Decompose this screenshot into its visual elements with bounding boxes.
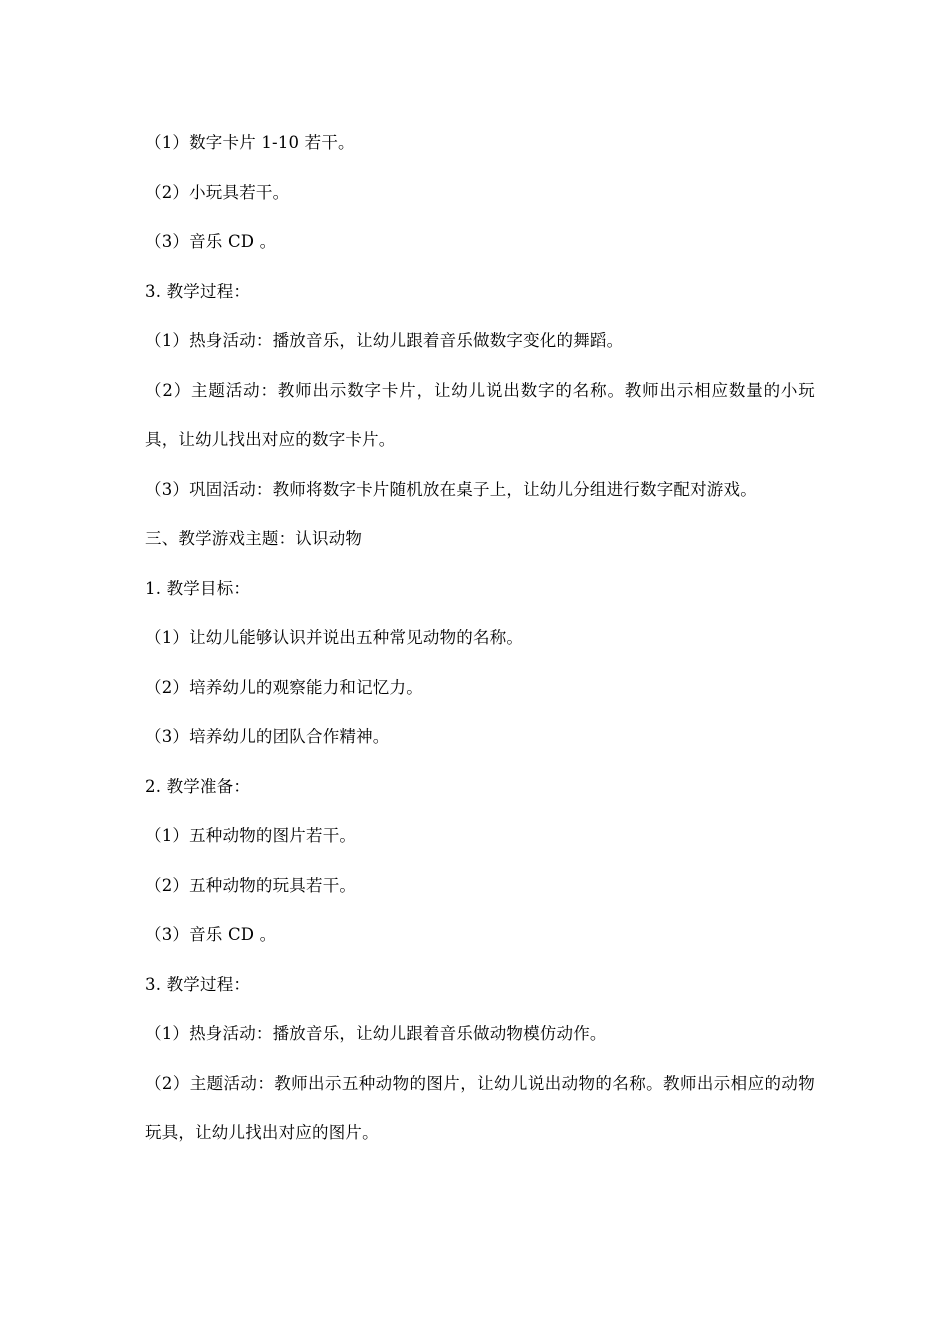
paragraph-prep-pictures: （1）五种动物的图片若干。	[145, 826, 357, 845]
paragraph-process-main-activity-2: （2）主题活动：教师出示五种动物的图片，让幼儿说出动物的名称。教师出示相应的动物玩具，让幼儿找出对应的图片。	[145, 1073, 815, 1142]
paragraph-prep-music-cd: （3）音乐 CD 。	[145, 925, 277, 944]
paragraph-goal-teamwork: （3）培养幼儿的团队合作精神。	[145, 727, 390, 746]
document-body	[145, 118, 815, 1158]
paragraph-materials-number-cards: （1）数字卡片 1-10 若干。	[145, 133, 355, 152]
paragraph-process-consolidation: （3）巩固活动：教师将数字卡片随机放在桌子上，让幼儿分组进行数字配对游戏。	[145, 479, 757, 499]
section-heading-preparation: 2. 教学准备：	[145, 776, 251, 796]
section-heading-goals: 1. 教学目标：	[145, 578, 251, 598]
paragraph-process-main-activity: （2）主题活动：教师出示数字卡片，让幼儿说出数字的名称。教师出示相应数量的小玩具，让幼儿找出对应的数字卡片。	[145, 380, 815, 449]
section-heading-process-2: 3. 教学过程：	[145, 974, 251, 994]
section-heading-animals-theme: 三、教学游戏主题：认识动物	[145, 529, 363, 548]
paragraph-materials-toys: （2）小玩具若干。	[145, 182, 290, 202]
paragraph-goal-recognize: （1）让幼儿能够认识并说出五种常见动物的名称。	[145, 628, 524, 647]
paragraph-prep-toys: （2）五种动物的玩具若干。	[145, 875, 357, 895]
section-heading-process: 3. 教学过程：	[145, 281, 251, 301]
paragraph-materials-music-cd: （3）音乐 CD 。	[145, 232, 277, 251]
paragraph-process-warmup-2: （1）热身活动：播放音乐，让幼儿跟着音乐做动物模仿动作。	[145, 1024, 607, 1043]
paragraph-goal-observe: （2）培养幼儿的观察能力和记忆力。	[145, 677, 423, 697]
paragraph-process-warmup: （1）热身活动：播放音乐，让幼儿跟着音乐做数字变化的舞蹈。	[145, 331, 624, 350]
